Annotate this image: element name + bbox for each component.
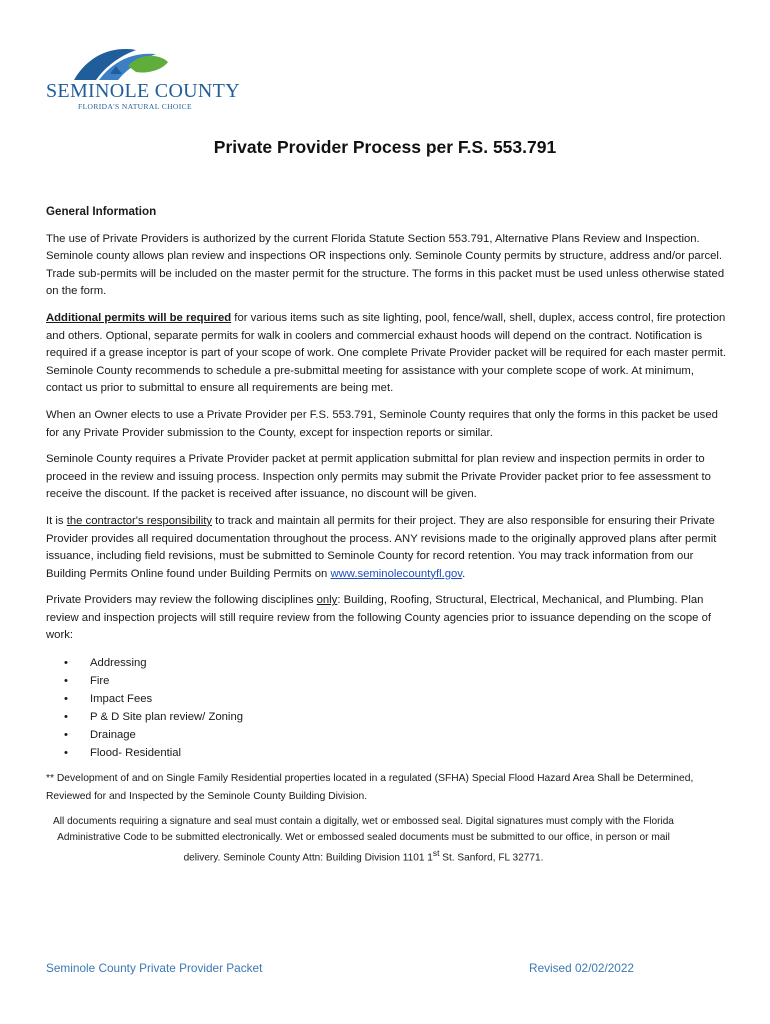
disciplines-text: : Building, Roofing, Structural, Electrical, Mechanical, and Plumbing. Plan review and inspection projects will still require review from the following County agencies prior to issuance depending on the scope of work: [46,594,711,642]
footer-revision-date: Revised 02/02/2022 [529,961,634,975]
paragraph-private-providers: The use of Private Providers is authorized by the current Florida Statute Section 553.791, Alternative Plans Review and Inspection. Seminole county allows plan review and inspections OR inspections only. Seminole County permits by structure, address and/or parcel. Trade sub-permits will be included on the master permit for the structure. The forms in this packet must be used unless otherwise stated on the form. [46,232,725,298]
county-agencies-list [46,654,726,762]
signature-note-text: All documents requiring a signature and seal must contain a digitally, wet or embossed seal. Digital signatures must comply with the Florida Administrative Code to be submitted electronically. Wet or embossed sealed documents must be submitted to our office, in person or mail delivery. Seminole County Attn: Building Division 1101 1 [53,816,674,864]
address-superscript: st [432,847,440,858]
logo-tagline: FLORIDA'S NATURAL CHOICE [78,102,193,111]
page-title: Private Provider Process per F.S. 553.791 [213,137,557,157]
contractor-post-text: . [462,567,466,580]
logo-emblem-icon [44,44,219,84]
list-item: • P & D Site plan review/ Zoning [46,708,726,726]
document-body [46,203,726,875]
disciplines-pre-text: Private Providers may review the following disciplines [46,594,317,607]
signature-seal-note [46,814,681,866]
paragraph-contractor-responsibility [46,513,726,583]
list-item: • Impact Fees [46,690,726,708]
county-website-link[interactable]: www.seminolecountyfl.gov [330,567,463,580]
signature-note-end: St. Sanford, FL 32771. [439,852,544,864]
seminole-county-logo [44,44,240,116]
section-heading: General Information [46,205,157,218]
list-item: • Addressing [46,654,726,672]
paragraph-additional-permits [46,310,726,398]
list-item: • Fire [46,672,726,690]
paragraph-packet-requirement: Seminole County requires a Private Provider packet at permit application submittal for plan review and inspection permits in order to proceed in the review and issuing process. Inspection only permits may submit the Private Provider packet prior to fee assessment to receive the discount. If the packet is received after issuance, no discount will be given. [46,453,711,501]
paragraph-owner-elects: When an Owner elects to use a Private Provider per F.S. 553.791, Seminole County requires that only the forms in this packet be used for any Private Provider submission to the County, except for inspection reports or similar. [46,408,718,439]
additional-permits-text: for various items such as site lighting, pool, fence/wall, shell, duplex, access control, fire protection and others. Optional, separate permits for walk in coolers and commercial exhaust hoods will depend on the contract. Notification is required if a grease inceptor is part of your scope of work. One complete Private Provider packet will be required for each master permit. Seminole County recommends to schedule a pre-submittal meeting for assistance with your complete scope of work. At minimum, contact us prior to submittal to ensure all requirements are being met. [46,311,727,395]
contractor-text: to track and maintain all permits for their project. They are also responsible for ensuring their Private Provider provides all required documentation throughout the process. ANY revisions made to the originally approved plans after permit issuance, including field revisions, must be submitted to Seminole County for record retention. You may track information from our Building Permits Online found under Building Permits on [46,514,717,580]
logo-wordmark: SEMINOLE COUNTY [46,80,240,102]
contractor-pre-text: It is [46,514,67,527]
flood-hazard-note: ** Development of and on Single Family Residential properties located in a regulated (SFHA) Special Flood Hazard Area Shall be Determined, Reviewed for and Inspected by the Seminole County Building Division. [46,773,694,802]
list-item: • Flood- Residential [46,744,726,762]
contractor-responsibility-emphasis: the contractor's responsibility [66,514,213,527]
additional-permits-emphasis: Additional permits will be required [46,311,232,324]
paragraph-disciplines [46,592,726,645]
only-emphasis: only [316,594,338,607]
footer-packet-name: Seminole County Private Provider Packet [46,961,263,975]
list-item: • Drainage [46,726,726,744]
